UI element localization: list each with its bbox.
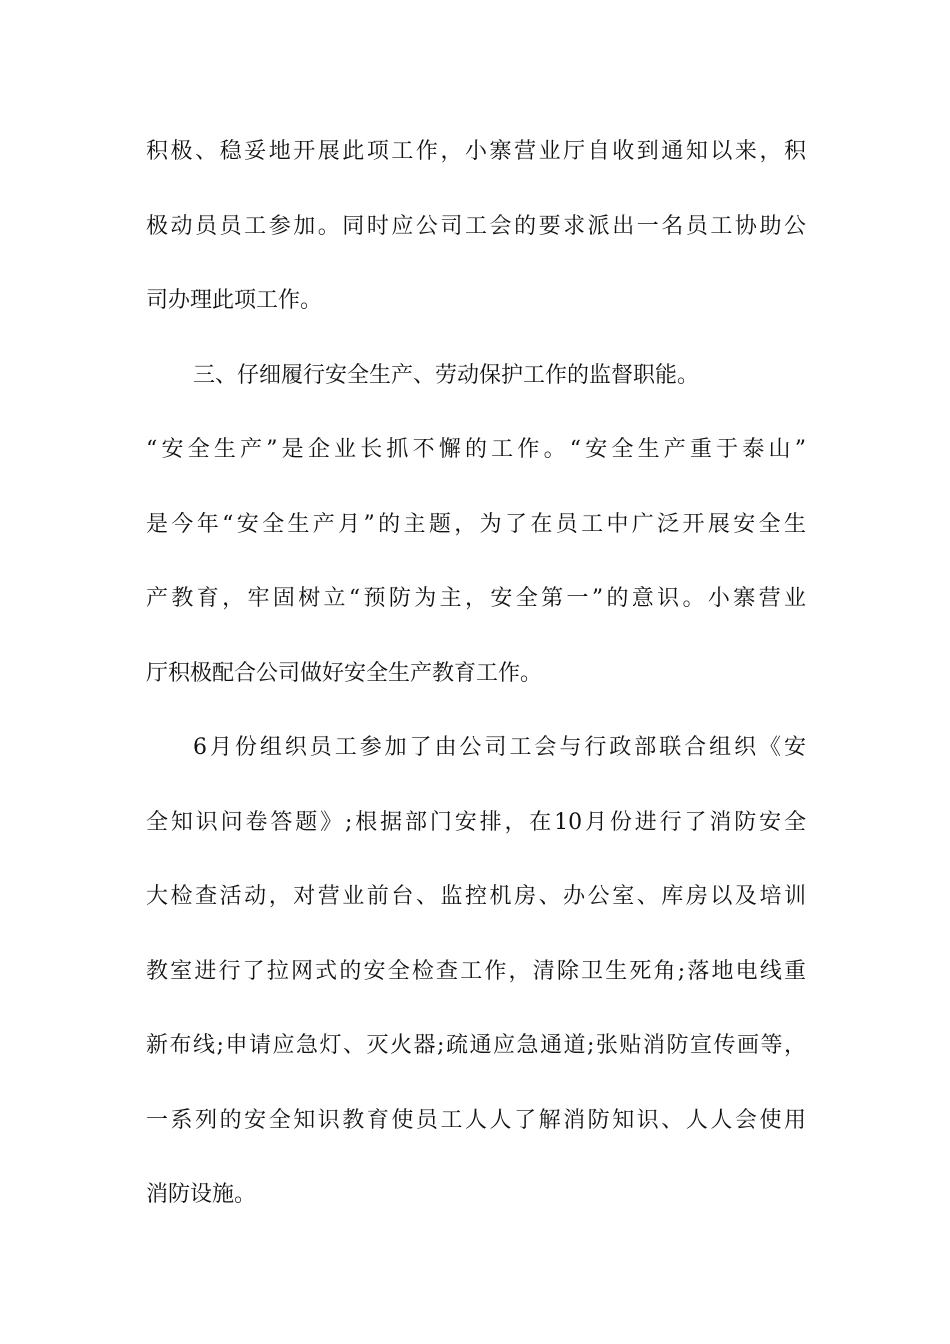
- text-line-14: 一系列的安全知识教育使员工人人了解消防知识、人人会使用: [146, 1108, 806, 1133]
- text-line-15: 消防设施。: [146, 1182, 257, 1207]
- section-heading-3: 三、仔细履行安全生产、劳动保护工作的监督职能。: [193, 363, 700, 388]
- text-line-7: 产教育，牢固树立“预防为主，安全第一”的意识。小寨营业: [146, 586, 806, 611]
- text-line-5: “安全生产”是企业长抓不懈的工作。“安全生产重于泰山”: [146, 437, 806, 462]
- text-line-1: 积极、稳妥地开展此项工作，小寨营业厅自收到通知以来，积: [146, 139, 806, 164]
- text-line-6: 是今年“安全生产月”的主题，为了在员工中广泛开展安全生: [146, 512, 806, 537]
- text-line-3: 司办理此项工作。: [146, 288, 323, 313]
- text-line-10: 全知识问卷答题》;根据部门安排，在10月份进行了消防安全: [146, 810, 806, 835]
- text-line-13: 新布线;申请应急灯、灭火器;疏通应急通道;张贴消防宣传画等，: [146, 1033, 806, 1058]
- text-line-11: 大检查活动，对营业前台、监控机房、办公室、库房以及培训: [146, 884, 806, 909]
- text-line-8: 厅积极配合公司做好安全生产教育工作。: [146, 661, 543, 686]
- text-line-9: 6月份组织员工参加了由公司工会与行政部联合组织《安: [193, 735, 806, 760]
- text-line-2: 极动员员工参加。同时应公司工会的要求派出一名员工协助公: [146, 214, 806, 239]
- text-line-12: 教室进行了拉网式的安全检查工作，清除卫生死角;落地电线重: [146, 959, 806, 984]
